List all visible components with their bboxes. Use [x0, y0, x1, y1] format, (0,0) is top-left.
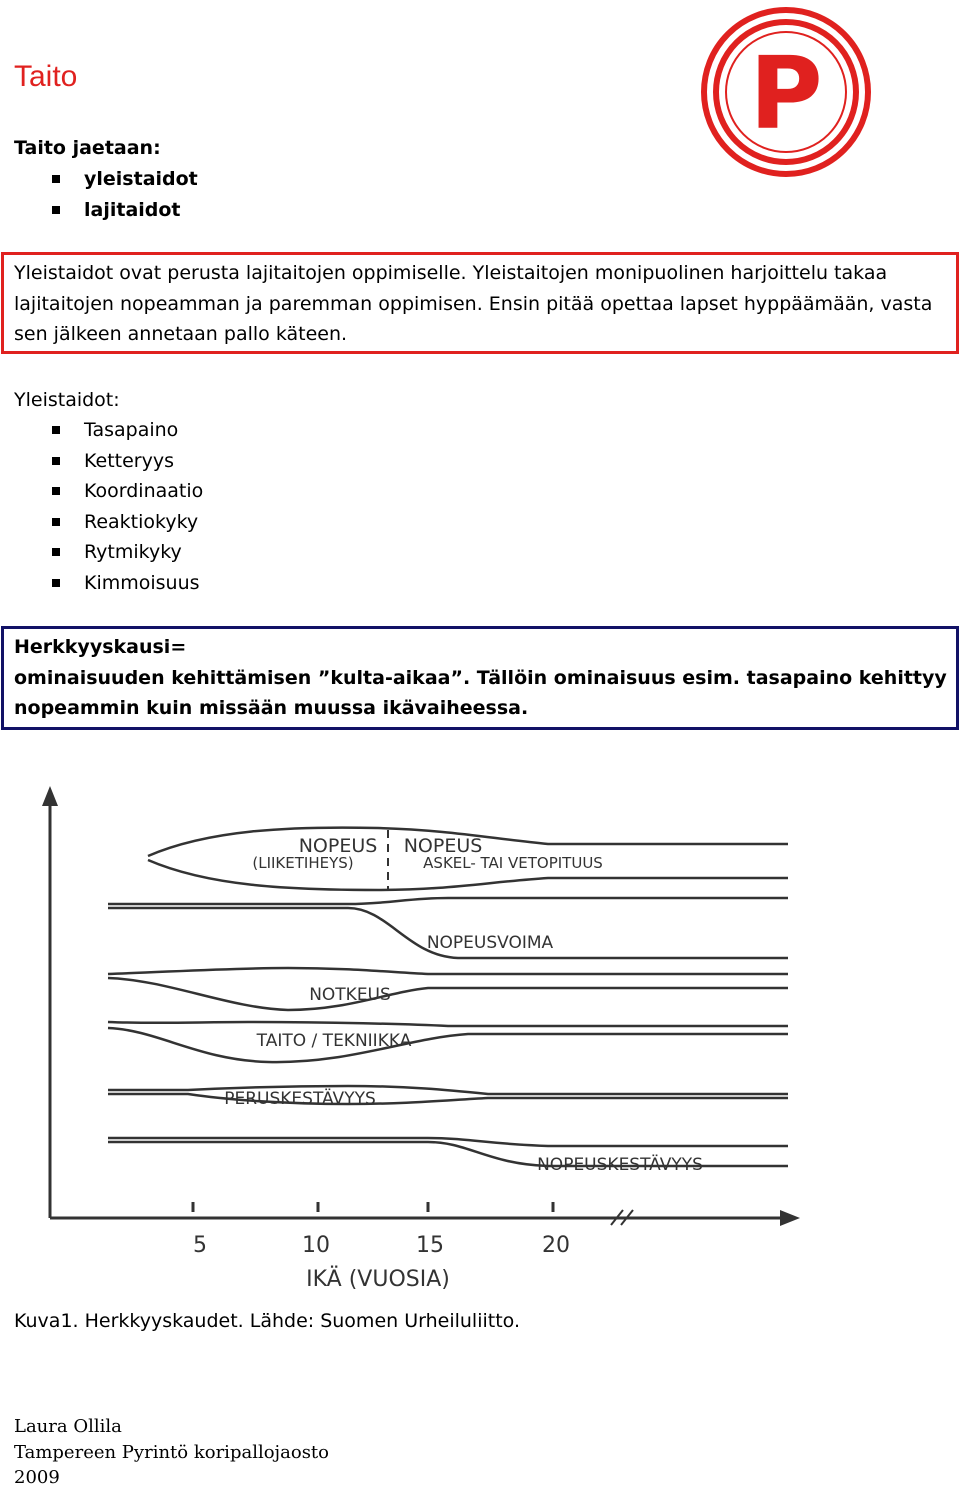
- footer-organization: Tampereen Pyrintö koripallojaosto: [14, 1441, 329, 1463]
- definition-line: nopeammin kuin missään muussa ikävaiheessa.: [14, 697, 529, 719]
- band-sublabel: (LIIKETIHEYS): [252, 854, 354, 872]
- skills-list: [14, 415, 203, 598]
- club-logo: [700, 6, 872, 178]
- sensitivity-periods-chart: [28, 778, 828, 1298]
- x-tick-label: 10: [302, 1233, 330, 1258]
- paragraph-line: Yleistaidot ovat perusta lajitaitojen oppimiselle. Yleistaitojen monipuolinen harjoittelu takaa: [14, 262, 888, 284]
- list-item: Reaktiokyky: [14, 507, 203, 538]
- paragraph-line: sen jälkeen annetaan pallo käteen.: [14, 323, 348, 345]
- band-label: NOPEUSVOIMA: [426, 933, 554, 953]
- band-label: TAITO / TEKNIIKKA: [256, 1031, 412, 1051]
- x-axis-label: IKÄ (VUOSIA): [306, 1267, 450, 1292]
- page-title: Taito: [14, 60, 78, 93]
- definition-line: ominaisuuden kehittämisen ”kulta-aikaa”. Tällöin ominaisuus esim. tasapaino kehittyy: [14, 666, 947, 689]
- band-label: NOTKEUS: [309, 985, 391, 1005]
- band-label: NOPEUSKESTÄVYYS: [537, 1155, 703, 1175]
- list-item: Koordinaatio: [14, 476, 203, 507]
- list-item: Tasapaino: [14, 415, 203, 446]
- intro-list: [14, 164, 198, 225]
- skills-heading: Yleistaidot:: [14, 389, 120, 411]
- footer: [14, 1414, 329, 1491]
- intro-heading: Taito jaetaan:: [14, 137, 161, 159]
- figure-caption: Kuva1. Herkkyyskaudet. Lähde: Suomen Urheiluliitto.: [14, 1310, 520, 1332]
- list-item: Ketteryys: [14, 446, 203, 477]
- footer-year: 2009: [14, 1467, 60, 1488]
- highlight-box-blue: [1, 626, 959, 730]
- band-sublabel: ASKEL- TAI VETOPITUUS: [423, 854, 603, 872]
- paragraph-line: lajitaitojen nopeamman ja paremman oppimisen. Ensin pitää opettaa lapset hyppäämään, vasta: [14, 292, 933, 315]
- list-item: yleistaidot: [14, 164, 198, 195]
- list-item: lajitaidot: [14, 195, 198, 226]
- list-item: Rytmikyky: [14, 537, 203, 568]
- footer-author: Laura Ollila: [14, 1416, 122, 1437]
- list-item: Kimmoisuus: [14, 568, 203, 599]
- x-tick-label: 20: [542, 1233, 570, 1258]
- x-tick-label: 15: [416, 1233, 444, 1258]
- band-label: NOPEUS: [298, 835, 378, 857]
- highlight-box-red: [1, 252, 959, 354]
- definition-line: Herkkyyskausi=: [14, 636, 187, 658]
- band-label: NOPEUS: [403, 835, 483, 857]
- band-label: PERUSKESTÄVYYS: [224, 1089, 376, 1109]
- x-tick-label: 5: [193, 1233, 207, 1258]
- logo-letter: P: [749, 35, 823, 152]
